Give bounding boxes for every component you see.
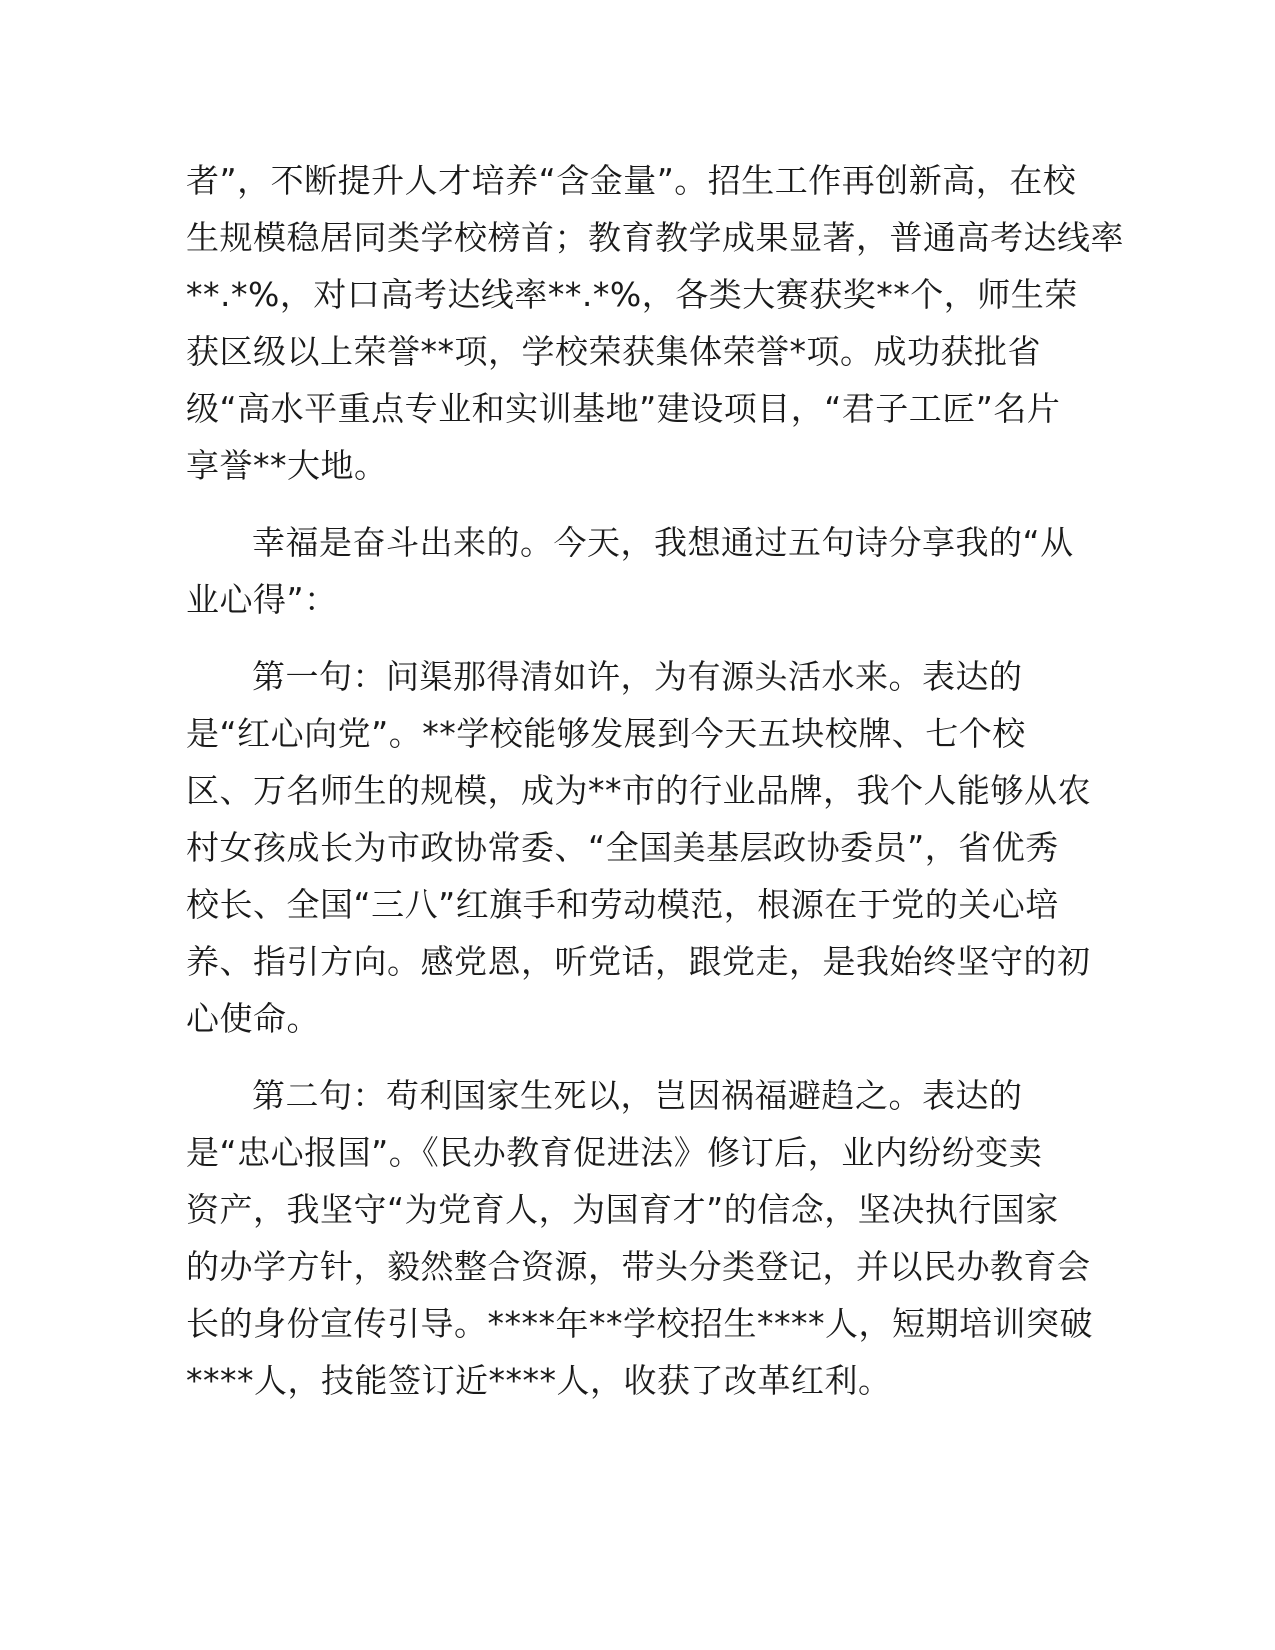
paragraph-achievements	[186, 152, 1124, 494]
text-line: 第一句：问渠那得清如许，为有源头活水来。表达的	[252, 657, 1023, 696]
text-line: 心使命。	[186, 999, 320, 1038]
paragraph-intro	[186, 514, 1086, 628]
text-line: 区、万名师生的规模，成为**市的行业品牌，我个人能够从农	[186, 771, 1091, 810]
paragraph-first-verse	[186, 648, 1091, 1047]
text-line: 幸福是奋斗出来的。今天，我想通过五句诗分享我的“从	[252, 523, 1074, 562]
text-line: 业心得”：	[186, 580, 338, 619]
text-line: 的办学方针，毅然整合资源，带头分类登记，并以民办教育会	[186, 1247, 1091, 1286]
text-line: 是“红心向党”。**学校能够发展到今天五块校牌、七个校	[186, 714, 1026, 753]
document-body	[186, 152, 1124, 1409]
text-line: 是“忠心报国”。《民办教育促进法》修订后，业内纷纷变卖	[186, 1133, 1043, 1172]
text-line: 第二句：苟利国家生死以，岂因祸福避趋之。表达的	[252, 1076, 1023, 1115]
paragraph-second-verse	[186, 1067, 1093, 1409]
text-line: 资产，我坚守“为党育人，为国育才”的信念，坚决执行国家	[186, 1190, 1059, 1229]
text-line: ****人，技能签订近****人，收获了改革红利。	[186, 1361, 892, 1400]
text-line: 村女孩成长为市政协常委、“全国美基层政协委员”，省优秀	[186, 828, 1059, 867]
text-line: 生规模稳居同类学校榜首；教育教学成果显著，普通高考达线率	[186, 218, 1124, 257]
text-line: 享誉**大地。	[186, 446, 388, 485]
text-line: 校长、全国“三八”红旗手和劳动模范，根源在于党的关心培	[186, 885, 1059, 924]
text-line: **.*%，对口高考达线率**.*%，各类大赛获奖**个，师生荣	[186, 275, 1078, 314]
text-line: 级“高水平重点专业和实训基地”建设项目，“君子工匠”名片	[186, 389, 1061, 428]
text-line: 养、指引方向。感党恩，听党话，跟党走，是我始终坚守的初	[186, 942, 1091, 981]
text-line: 获区级以上荣誉**项，学校荣获集体荣誉*项。成功获批省	[186, 332, 1041, 371]
text-line: 者”，不断提升人才培养“含金量”。招生工作再创新高，在校	[186, 161, 1077, 200]
text-line: 长的身份宣传引导。****年**学校招生****人，短期培训突破	[186, 1304, 1093, 1343]
